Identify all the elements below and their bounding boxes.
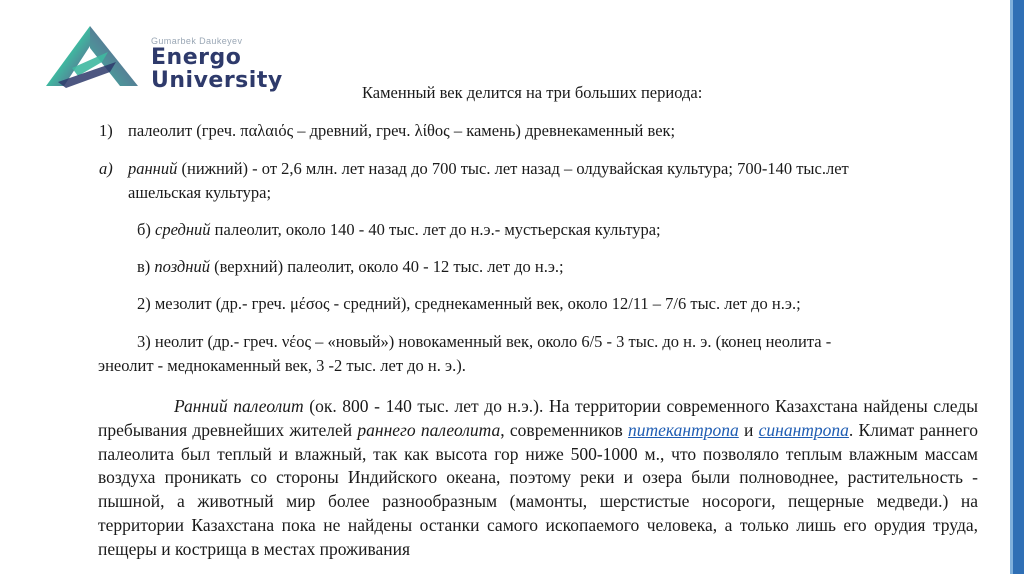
term-early: ранний xyxy=(128,159,178,178)
list-item-1-text: палеолит (греч. παλαιός – древний, греч. λίθος – камень) древнекаменный век; xyxy=(128,121,676,140)
body-paragraph: Ранний палеолит (ок. 800 - 140 тыс. лет до н.э.). На территории современного Казахстана найдены следы пребывания древнейших жителей раннего палеолита, современников питекантропа и синантропа. Климат раннего палеолита был теплый и влажный, так как высота гор ниже 500-1000 м., что позволяло теплым влажным массам воздуха проникать со стороны Индийского океана, поэтому реки и озера были полноводнее, растительность - пышной, а животный мир более разнообразным (мамонты, шерстистые носороги, пещерные медведи.) на территории Казахстана пока не найдены останки самого ископаемого человека, а только лишь его орудия труда, пещеры и кострища в местах проживания xyxy=(98,396,979,559)
link-pithecanthropus[interactable]: питекантропа xyxy=(628,419,739,440)
logo-tagline: Gumarbek Daukeyev xyxy=(151,36,243,46)
term-early-paleolithic-2: раннего палеолита xyxy=(357,419,501,440)
logo-name-line1: Energo xyxy=(151,45,242,70)
university-logo xyxy=(38,22,338,102)
link-sinanthropus[interactable]: синантропа xyxy=(758,419,849,440)
list-item-1-number: 1) xyxy=(99,121,113,140)
slide-heading: Каменный век делится на три больших периода: xyxy=(362,83,703,102)
term-middle: средний xyxy=(155,220,211,239)
list-item-2: 2) мезолит (др.- греч. μέσος - средний), среднекаменный век, около 12/11 – 7/6 тыс. лет до н.э.; xyxy=(137,294,801,313)
list-item-b: б) средний палеолит, около 140 - 40 тыс. лет до н.э.- мустьерская культура; xyxy=(137,220,661,239)
logo-name-line2: University xyxy=(151,68,283,93)
term-early-paleolithic: Ранний палеолит xyxy=(174,396,304,416)
logo-mark-icon xyxy=(38,22,148,94)
list-item-v: в) поздний (верхний) палеолит, около 40 - 12 тыс. лет до н.э.; xyxy=(137,257,564,276)
list-item-a-number: а) xyxy=(99,159,113,178)
term-late: поздний xyxy=(154,257,210,276)
list-item-3-cont: энеолит - меднокаменный век, 3 -2 тыс. лет до н. э.). xyxy=(98,356,466,375)
list-item-3: 3) неолит (др.- греч. νέος – «новый») новокаменный век, около 6/5 - 3 тыс. до н. э. (конец неолита - xyxy=(137,332,832,351)
list-item-a-text: ранний (нижний) - от 2,6 млн. лет назад до 700 тыс. лет назад – олдувайская культура; 700-140 тыс.лет xyxy=(128,159,849,178)
list-item-a-text-cont: ашельская культура; xyxy=(128,183,272,202)
slide-edge-accent xyxy=(1013,0,1024,574)
